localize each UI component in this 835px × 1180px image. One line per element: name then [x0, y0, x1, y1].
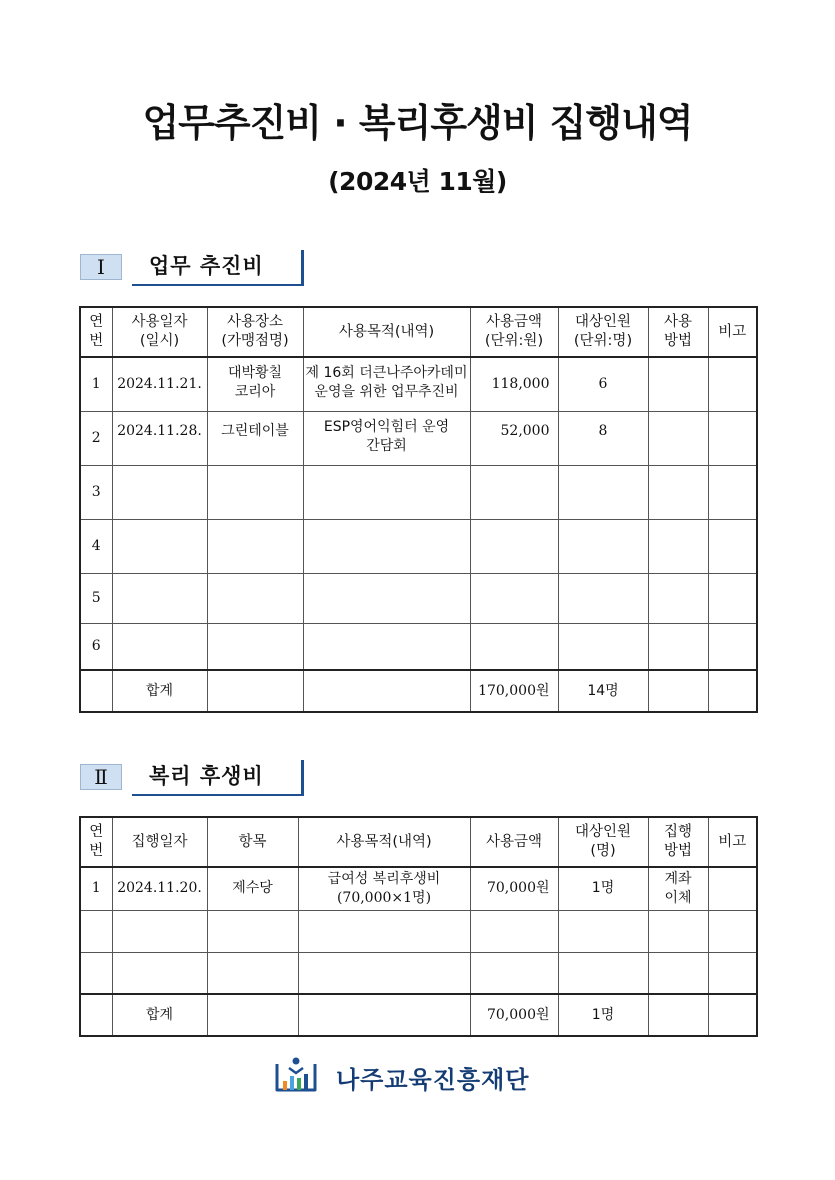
row-note: [708, 867, 757, 910]
header-amount: 사용금액: [470, 817, 558, 867]
header-date: 집행일자: [112, 817, 207, 867]
row-no: [80, 952, 112, 994]
row-date: [112, 952, 207, 994]
row-note: [708, 573, 757, 623]
header-no: 연 번: [80, 817, 112, 867]
row-purpose: 제 16회 더큰나주아카데미 운영을 위한 업무추진비: [303, 357, 470, 411]
row-people: [558, 573, 648, 623]
row-date: [112, 910, 207, 952]
total-label: 합계: [112, 670, 207, 712]
row-date: 2024.11.20.: [112, 867, 207, 910]
row-method: [648, 519, 708, 573]
total-people: 14명: [558, 670, 648, 712]
row-date: [112, 623, 207, 670]
row-amount: [470, 952, 558, 994]
total-row: [80, 994, 757, 1036]
table-header-row: [80, 817, 757, 867]
section1-numeral: Ⅰ: [80, 254, 122, 280]
table-row: [80, 519, 757, 573]
organization-name: 나주교육진흥재단: [336, 1066, 530, 1094]
section2-numeral: Ⅱ: [80, 764, 122, 790]
section1-title: 업무 추진비: [132, 250, 304, 286]
row-people: [558, 952, 648, 994]
row-date: 2024.11.28.: [112, 411, 207, 465]
row-amount: 118,000: [470, 357, 558, 411]
row-purpose: [303, 465, 470, 519]
row-people: [558, 910, 648, 952]
row-method: [648, 573, 708, 623]
row-note: [708, 411, 757, 465]
row-amount: [470, 519, 558, 573]
row-people: 1명: [558, 867, 648, 910]
row-amount: [470, 910, 558, 952]
row-people: [558, 519, 648, 573]
row-note: [708, 952, 757, 994]
row-note: [708, 519, 757, 573]
footer: [274, 1056, 574, 1096]
table-row: [80, 867, 757, 910]
table-row: [80, 573, 757, 623]
row-item: [207, 952, 298, 994]
row-note: [708, 357, 757, 411]
page-title: 업무추진비 · 복리후생비 집행내역: [142, 101, 693, 145]
header-note: 비고: [708, 817, 757, 867]
row-no: 4: [80, 519, 112, 573]
total-label: 합계: [112, 994, 207, 1036]
row-purpose: [303, 573, 470, 623]
total-amount: 70,000원: [470, 994, 558, 1036]
row-amount: [470, 465, 558, 519]
row-purpose: [303, 519, 470, 573]
header-date: 사용일자 (일시): [112, 307, 207, 357]
header-method: 사용 방법: [648, 307, 708, 357]
row-amount: [470, 623, 558, 670]
row-item: [207, 910, 298, 952]
header-no: 연 번: [80, 307, 112, 357]
row-method: [648, 465, 708, 519]
row-no: 3: [80, 465, 112, 519]
row-place: 대박황칠 코리아: [207, 357, 303, 411]
header-note: 비고: [708, 307, 757, 357]
table-row: [80, 411, 757, 465]
table-header-row: [80, 307, 757, 357]
row-note: [708, 465, 757, 519]
table-row: [80, 623, 757, 670]
header-method: 집행 방법: [648, 817, 708, 867]
row-no: 2: [80, 411, 112, 465]
row-amount: 52,000: [470, 411, 558, 465]
row-amount: 70,000원: [470, 867, 558, 910]
table-row: [80, 910, 757, 952]
table-row: [80, 952, 757, 994]
header-item: 항목: [207, 817, 298, 867]
row-purpose: 급여성 복리후생비 (70,000×1명): [298, 867, 470, 910]
row-amount: [470, 573, 558, 623]
row-people: 6: [558, 357, 648, 411]
section2-title: 복리 후생비: [132, 760, 304, 796]
row-place: [207, 623, 303, 670]
row-item: 제수당: [207, 867, 298, 910]
row-method: [648, 357, 708, 411]
row-purpose: [298, 952, 470, 994]
row-no: [80, 910, 112, 952]
row-people: 8: [558, 411, 648, 465]
total-amount: 170,000원: [470, 670, 558, 712]
row-place: [207, 519, 303, 573]
row-no: 6: [80, 623, 112, 670]
table-row: [80, 357, 757, 411]
row-method: 계좌 이체: [648, 867, 708, 910]
header-purpose: 사용목적(내역): [298, 817, 470, 867]
row-note: [708, 910, 757, 952]
row-place: [207, 465, 303, 519]
row-no: 5: [80, 573, 112, 623]
row-no: 1: [80, 867, 112, 910]
row-date: [112, 573, 207, 623]
table-row: [80, 465, 757, 519]
row-purpose: [298, 910, 470, 952]
row-people: [558, 465, 648, 519]
page-subtitle: (2024년 11월): [328, 167, 507, 196]
row-note: [708, 623, 757, 670]
header-purpose: 사용목적(내역): [303, 307, 470, 357]
row-no: 1: [80, 357, 112, 411]
total-people: 1명: [558, 994, 648, 1036]
row-purpose: ESP영어익힘터 운영 간담회: [303, 411, 470, 465]
header-people: 대상인원 (명): [558, 817, 648, 867]
header-place: 사용장소 (가맹점명): [207, 307, 303, 357]
foundation-logo-icon: [274, 1056, 318, 1094]
row-place: 그린테이블: [207, 411, 303, 465]
row-date: [112, 519, 207, 573]
row-purpose: [303, 623, 470, 670]
row-people: [558, 623, 648, 670]
row-method: [648, 411, 708, 465]
business-expense-table: [79, 306, 758, 713]
row-date: 2024.11.21.: [112, 357, 207, 411]
row-method: [648, 910, 708, 952]
row-date: [112, 465, 207, 519]
row-place: [207, 573, 303, 623]
row-method: [648, 952, 708, 994]
header-people: 대상인원 (단위:명): [558, 307, 648, 357]
header-amount: 사용금액 (단위:원): [470, 307, 558, 357]
total-row: [80, 670, 757, 712]
row-method: [648, 623, 708, 670]
welfare-expense-table: [79, 816, 758, 1037]
